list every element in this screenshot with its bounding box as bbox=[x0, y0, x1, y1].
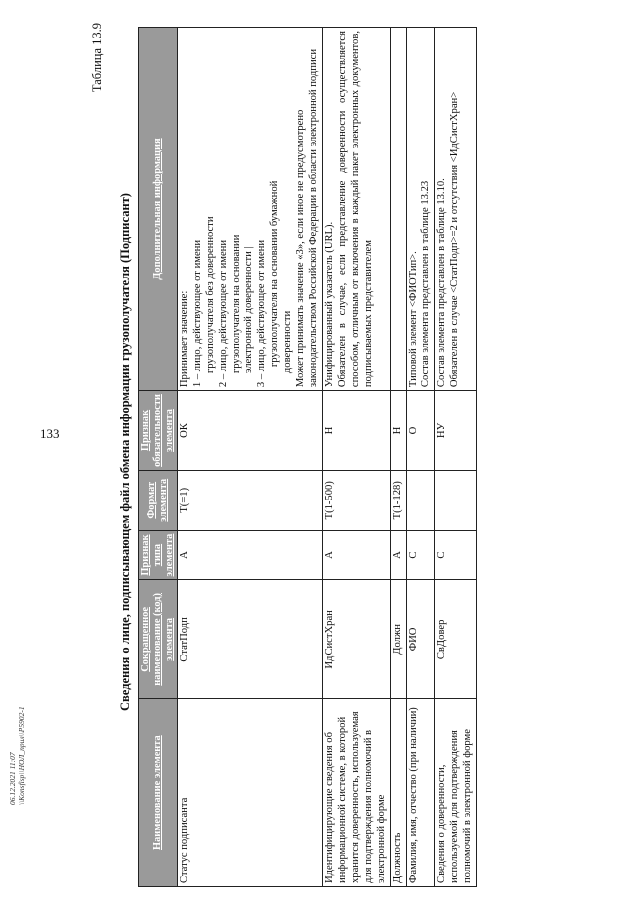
cell-format: T(1-128) bbox=[390, 470, 406, 530]
header-required: Признак обязательности элемента bbox=[139, 391, 178, 471]
cell-type: С bbox=[406, 530, 435, 580]
row-power-of-attorney bbox=[435, 28, 477, 887]
info-option-cont: электронной доверенности | bbox=[243, 246, 255, 374]
info-text: Обязателен в случае <СтатПодп>=2 и отсутствия <ИдСистХран> bbox=[449, 91, 461, 388]
cell-format: T(1-500) bbox=[323, 470, 391, 530]
header-format: Формат элемента bbox=[139, 470, 178, 530]
cell-info bbox=[390, 28, 406, 391]
cell-required: Н bbox=[390, 391, 406, 471]
stamp-path: \\Konsfisp\\НОЛ_прил\\Р5902-1 bbox=[17, 706, 27, 805]
cell-code: Должн bbox=[390, 580, 406, 699]
page-number: 133 bbox=[40, 426, 60, 441]
cell-type: А bbox=[177, 530, 322, 580]
cell-code: СвДовер bbox=[435, 580, 477, 699]
info-option-cont: доверенности bbox=[282, 310, 294, 374]
cell-format bbox=[435, 470, 477, 530]
file-stamp bbox=[8, 706, 27, 805]
info-option-cont: грузополучателя без доверенности bbox=[204, 216, 216, 374]
info-text: Унифицированный указатель (URL). bbox=[324, 221, 335, 388]
cell-format: T(=1) bbox=[177, 470, 322, 530]
info-option: 1 – лицо, действующее от имени bbox=[191, 239, 203, 388]
cell-required: ОК bbox=[177, 391, 322, 471]
info-text: Обязателен в случае, если представление доверенности осуществляется способом, отличным от включения в каждый пакет электронных документов, подписываемых представителем bbox=[336, 31, 374, 388]
table-title: Сведения о лице, подписывающем файл обмена информации грузополучателя (Подписант) bbox=[118, 193, 132, 711]
cell-name: Должность bbox=[390, 699, 406, 887]
cell-type: С bbox=[435, 530, 477, 580]
signatory-table bbox=[138, 27, 477, 887]
cell-name: Идентифицирующие сведения об информационной системе, в которой хранится доверенность, используемая для подтверждения полномочий в электронной форме bbox=[323, 699, 391, 887]
cell-name: Статус подписанта bbox=[177, 699, 322, 887]
info-text: Состав элемента представлен в таблице 13.10. bbox=[436, 178, 448, 388]
info-text: Типовой элемент <ФИОТип>. bbox=[407, 251, 419, 388]
header-info: Дополнительная информация bbox=[139, 28, 178, 391]
info-option-cont: грузополучателя на основании бумажной bbox=[269, 180, 281, 368]
cell-required: НУ bbox=[435, 391, 477, 471]
header-code: Сокращенное наименование (код) элемента bbox=[139, 580, 178, 699]
info-option: 3 – лицо, действующее от имени bbox=[256, 239, 268, 388]
info-option: 2 – лицо, действующее от имени bbox=[217, 239, 229, 388]
cell-info bbox=[435, 28, 477, 391]
info-intro: Принимает значение: bbox=[178, 290, 190, 388]
row-system bbox=[323, 28, 391, 887]
cell-code: ИдСистХран bbox=[323, 580, 391, 699]
row-fio bbox=[406, 28, 435, 887]
cell-required: О bbox=[406, 391, 435, 471]
cell-code: ФИО bbox=[406, 580, 435, 699]
cell-type: А bbox=[323, 530, 391, 580]
cell-info bbox=[406, 28, 435, 391]
info-option-cont: грузополучателя на основании bbox=[230, 234, 242, 374]
stamp-date: 06.12.2021 11:07 bbox=[8, 752, 17, 805]
table-label: Таблица 13.9 bbox=[90, 23, 104, 93]
header-type: Признак типа элемента bbox=[139, 530, 178, 580]
header-name: Наименование элемента bbox=[139, 699, 178, 887]
cell-format bbox=[406, 470, 435, 530]
cell-name: Сведения о доверенности, используемой для подтверждения полномочий в электронной форме bbox=[435, 699, 477, 887]
cell-info bbox=[323, 28, 391, 391]
cell-type: А bbox=[390, 530, 406, 580]
row-status bbox=[177, 28, 322, 887]
rotated-page-content bbox=[90, 17, 560, 887]
cell-code: СтатПодп bbox=[177, 580, 322, 699]
row-position bbox=[390, 28, 406, 887]
cell-required: Н bbox=[323, 391, 391, 471]
info-note: Может принимать значение «3», если иное не предусмотрено законодательством Российской Федерации в области электронной подписи bbox=[295, 49, 320, 388]
cell-info bbox=[177, 28, 322, 391]
header-row bbox=[139, 28, 178, 887]
cell-name: Фамилия, имя, отчество (при наличии) bbox=[406, 699, 435, 887]
info-text: Состав элемента представлен в таблице 13.23 bbox=[420, 180, 432, 388]
